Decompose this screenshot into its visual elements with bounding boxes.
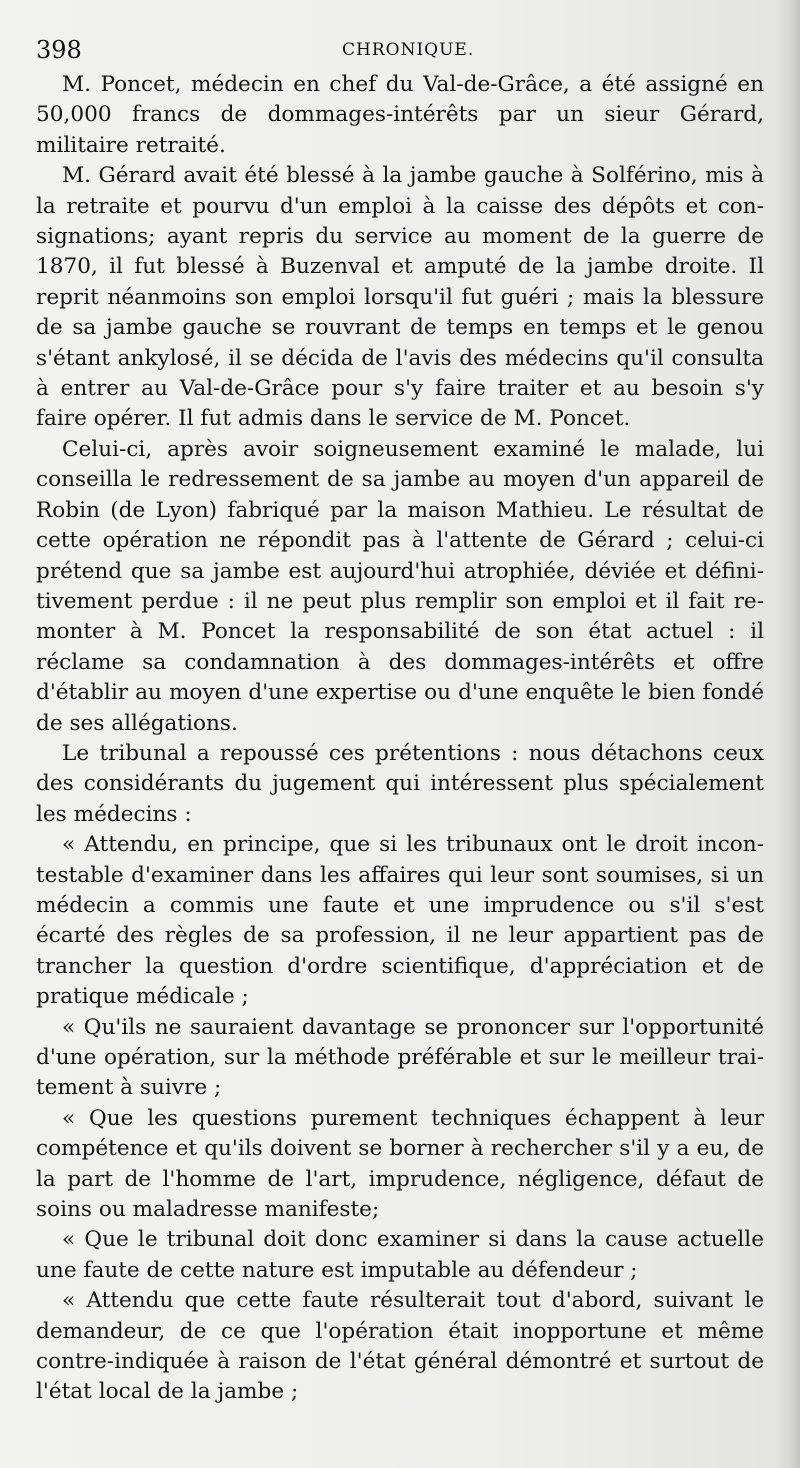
paragraph-considerant-fault: « Attendu que cette faute résulterait tout d'abord, suivant le demandeur, de ce que l'opération était inopportune et même contre-indiquée à raison de l'état général démontré et surtout de l'état local de la jambe ; xyxy=(36,1288,764,1405)
paragraph-gerard-history: M. Gérard avait été blessé à la jambe gauche à Solférino, mis à la retraite et pourvu d'un emploi à la caisse des dépôts et consignations; ayant repris du service au moment de la guerre de 1870, il fut blessé à Buzenval et amputé de la jambe droite. Il reprit néanmoins son emploi lorsqu'il fut guéri ; mais la blessure de sa jambe gauche se rouvrant de temps en temps et le genou s'étant ankylosé, il se décida de l'avis des médecins qu'il consulta à entrer au Val-de-Grâce pour s'y faire traiter et au besoin s'y faire opérer. Il fut admis dans le service de M. Poncet. xyxy=(36,163,764,432)
paragraph-poncet-assigned: M. Poncet, médecin en chef du Val-de-Grâce, a été assigné en 50,000 francs de dommages-intérêts par un sieur Gérard, militaire retraité. xyxy=(36,72,764,158)
paragraph-considerant-technical: « Que les questions purement techniques échappent à leur compétence et qu'ils doivent se borner à rechercher s'il y a eu, de la part de l'homme de l'art, imprudence, négligence, défaut de soins ou maladresse manifeste; xyxy=(36,1105,764,1223)
paragraph-considerant-opportunity: « Qu'ils ne sauraient davantage se prononcer sur l'opportunité d'une opération, sur la méthode préférable et sur le meilleur traitement à suivre ; xyxy=(36,1014,764,1101)
running-title: CHRONIQUE. xyxy=(342,40,475,60)
paragraph-tribunal-decision: Le tribunal a repoussé ces prétentions : nous détachons ceux des considérants du jugement qui intéressent plus spécialement les médecins : xyxy=(36,740,764,827)
paragraph-considerant-examine: « Que le tribunal doit donc examiner si dans la cause actuelle une faute de cette nature est imputable au défendeur ; xyxy=(36,1227,764,1283)
page-body xyxy=(36,70,764,1408)
page-number: 398 xyxy=(36,36,82,64)
paragraph-treatment-result: Celui-ci, après avoir soigneusement examiné le malade, lui conseilla le redressement de sa jambe au moyen d'un appareil de Robin (de Lyon) fabriqué par la maison Mathieu. Le résultat de cette opération ne répondit pas à l'attente de Gérard ; celui-ci prétend que sa jambe est aujourd'hui atrophiée, déviée et définitivement perdue : il ne peut plus remplir son emploi et il fait remonter à M. Poncet la responsabilité de son état actuel : il réclame sa condamnation à des dommages-intérêts et offre d'établir au moyen d'une expertise ou d'une enquête le bien fondé de ses allégations. xyxy=(36,436,764,736)
paragraph-considerant-principle: « Attendu, en principe, que si les tribunaux ont le droit incontestable d'examiner dans les affaires qui leur sont soumises, si un médecin a commis une faute et une imprudence ou s'il s'est écarté des règles de sa profession, il ne leur appartient pas de trancher la question d'ordre scientifique, d'appréciation et de pratique médicale ; xyxy=(36,832,764,1010)
